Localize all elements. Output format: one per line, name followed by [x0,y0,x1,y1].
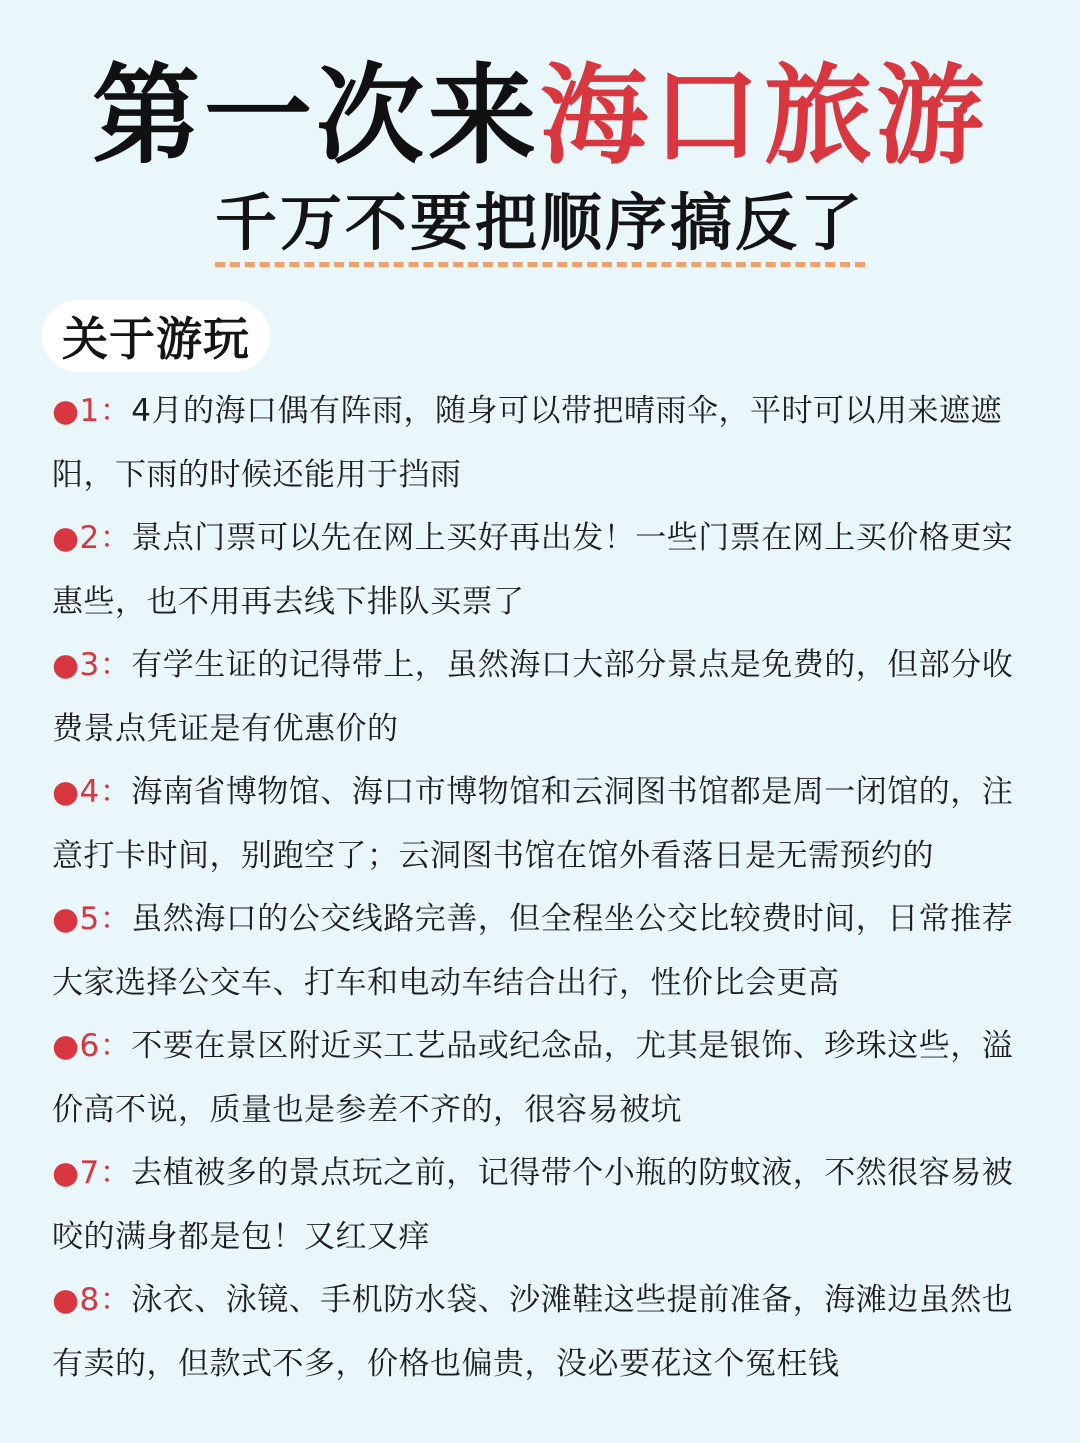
tip-text: 4月的海口偶有阵雨，随身可以带把晴雨伞，平时可以用来遮遮阳，下雨的时候还能用于挡雨 [52,393,1003,493]
tip-marker: ●7： [52,1155,132,1191]
tips-list [52,380,1027,1396]
tip-item-7 [52,1142,1027,1269]
tip-marker: ●2： [52,520,132,556]
tip-text: 去植被多的景点玩之前，记得带个小瓶的防蚊液，不然很容易被咬的满身都是包！又红又痒 [52,1155,1014,1255]
tip-item-2 [52,507,1027,634]
tip-text: 不要在景区附近买工艺品或纪念品，尤其是银饰、珍珠这些，溢价高不说，质量也是参差不齐的，很容易被坑 [52,1028,1014,1128]
title-red-part: 海口旅游 [540,53,989,179]
title-black-part: 第一次来 [91,53,540,179]
tip-marker: ●1： [52,393,132,429]
tip-marker: ●5： [52,901,132,937]
tip-item-5 [52,888,1027,1015]
tip-marker: ●6： [52,1028,132,1064]
tip-item-8 [52,1269,1027,1396]
tip-text: 虽然海口的公交线路完善，但全程坐公交比较费时间，日常推荐大家选择公交车、打车和电动车结合出行，性价比会更高 [52,901,1014,1001]
tip-text: 泳衣、泳镜、手机防水袋、沙滩鞋这些提前准备，海滩边虽然也有卖的，但款式不多，价格也偏贵，没必要花这个冤枉钱 [52,1282,1014,1382]
tip-marker: ●8： [52,1282,132,1318]
page-subtitle: 千万不要把顺序搞反了 [215,188,865,267]
section-label: 关于游玩 [62,312,250,366]
tip-text: 海南省博物馆、海口市博物馆和云洞图书馆都是周一闭馆的，注意打卡时间，别跑空了；云洞图书馆在馆外看落日是无需预约的 [52,774,1014,874]
tip-text: 有学生证的记得带上，虽然海口大部分景点是免费的，但部分收费景点凭证是有优惠价的 [52,647,1014,747]
tip-item-1 [52,380,1027,507]
tip-item-3 [52,634,1027,761]
tip-text: 景点门票可以先在网上买好再出发！一些门票在网上买价格更实惠些，也不用再去线下排队买票了 [52,520,1014,620]
tip-item-4 [52,761,1027,888]
tip-marker: ●3： [52,647,132,683]
page-title [0,52,1080,180]
section-label-pill [42,300,270,372]
subtitle-container [0,188,1080,267]
tip-marker: ●4： [52,774,132,810]
tip-item-6 [52,1015,1027,1142]
